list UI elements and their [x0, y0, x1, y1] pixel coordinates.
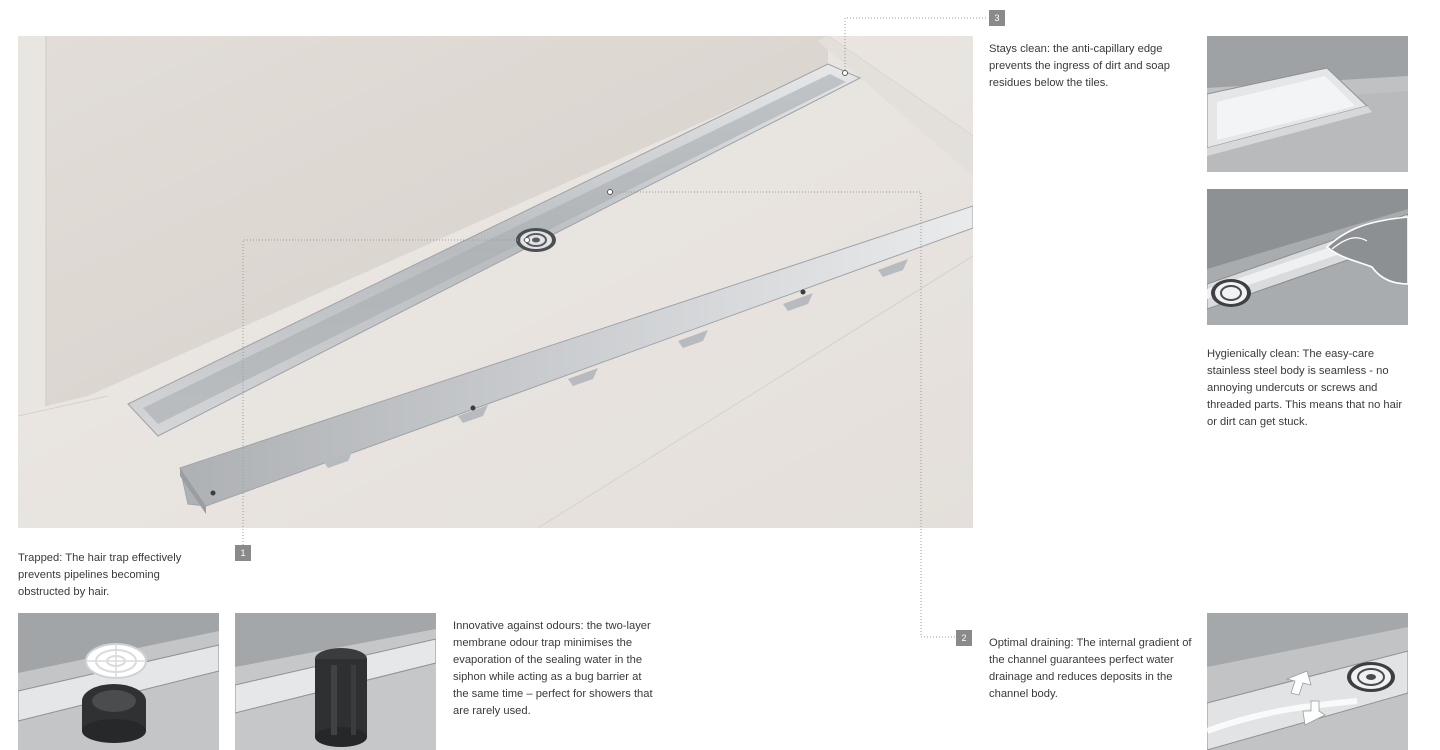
callout-badge-3: 3 [989, 10, 1005, 26]
caption-hygienically-clean: Hygienically clean: The easy-care stainless steel body is seamless - no annoying undercuts or screws and threaded parts. This means that no hair or dirt can get stuck. [1207, 348, 1403, 428]
caption-stays-clean: Stays clean: the anti-capillary edge prevents the ingress of dirt and soap residues below the tiles. [989, 43, 1170, 89]
edge-detail-image [1207, 36, 1408, 172]
callout-badge-2: 2 [956, 630, 972, 646]
hygienic-cleaning-image [1207, 189, 1408, 325]
callout-badge-1: 1 [235, 545, 251, 561]
draining-gradient-image [1207, 613, 1408, 750]
odour-trap-image [235, 613, 436, 750]
hero-drain-image [18, 36, 973, 528]
hair-trap-image [18, 613, 219, 750]
caption-innovative-odours: Innovative against odours: the two-layer membrane odour trap minimises the evaporation of the sealing water in the siphon while acting as a bug barrier at the same time – perfect for showers that are rarely used. [453, 620, 653, 717]
caption-optimal-draining: Optimal draining: The internal gradient of the channel guarantees perfect water drainage and reduces deposits in the channel body. [989, 637, 1192, 700]
caption-trapped: Trapped: The hair trap effectively prevents pipelines becoming obstructed by hair. [18, 552, 182, 598]
